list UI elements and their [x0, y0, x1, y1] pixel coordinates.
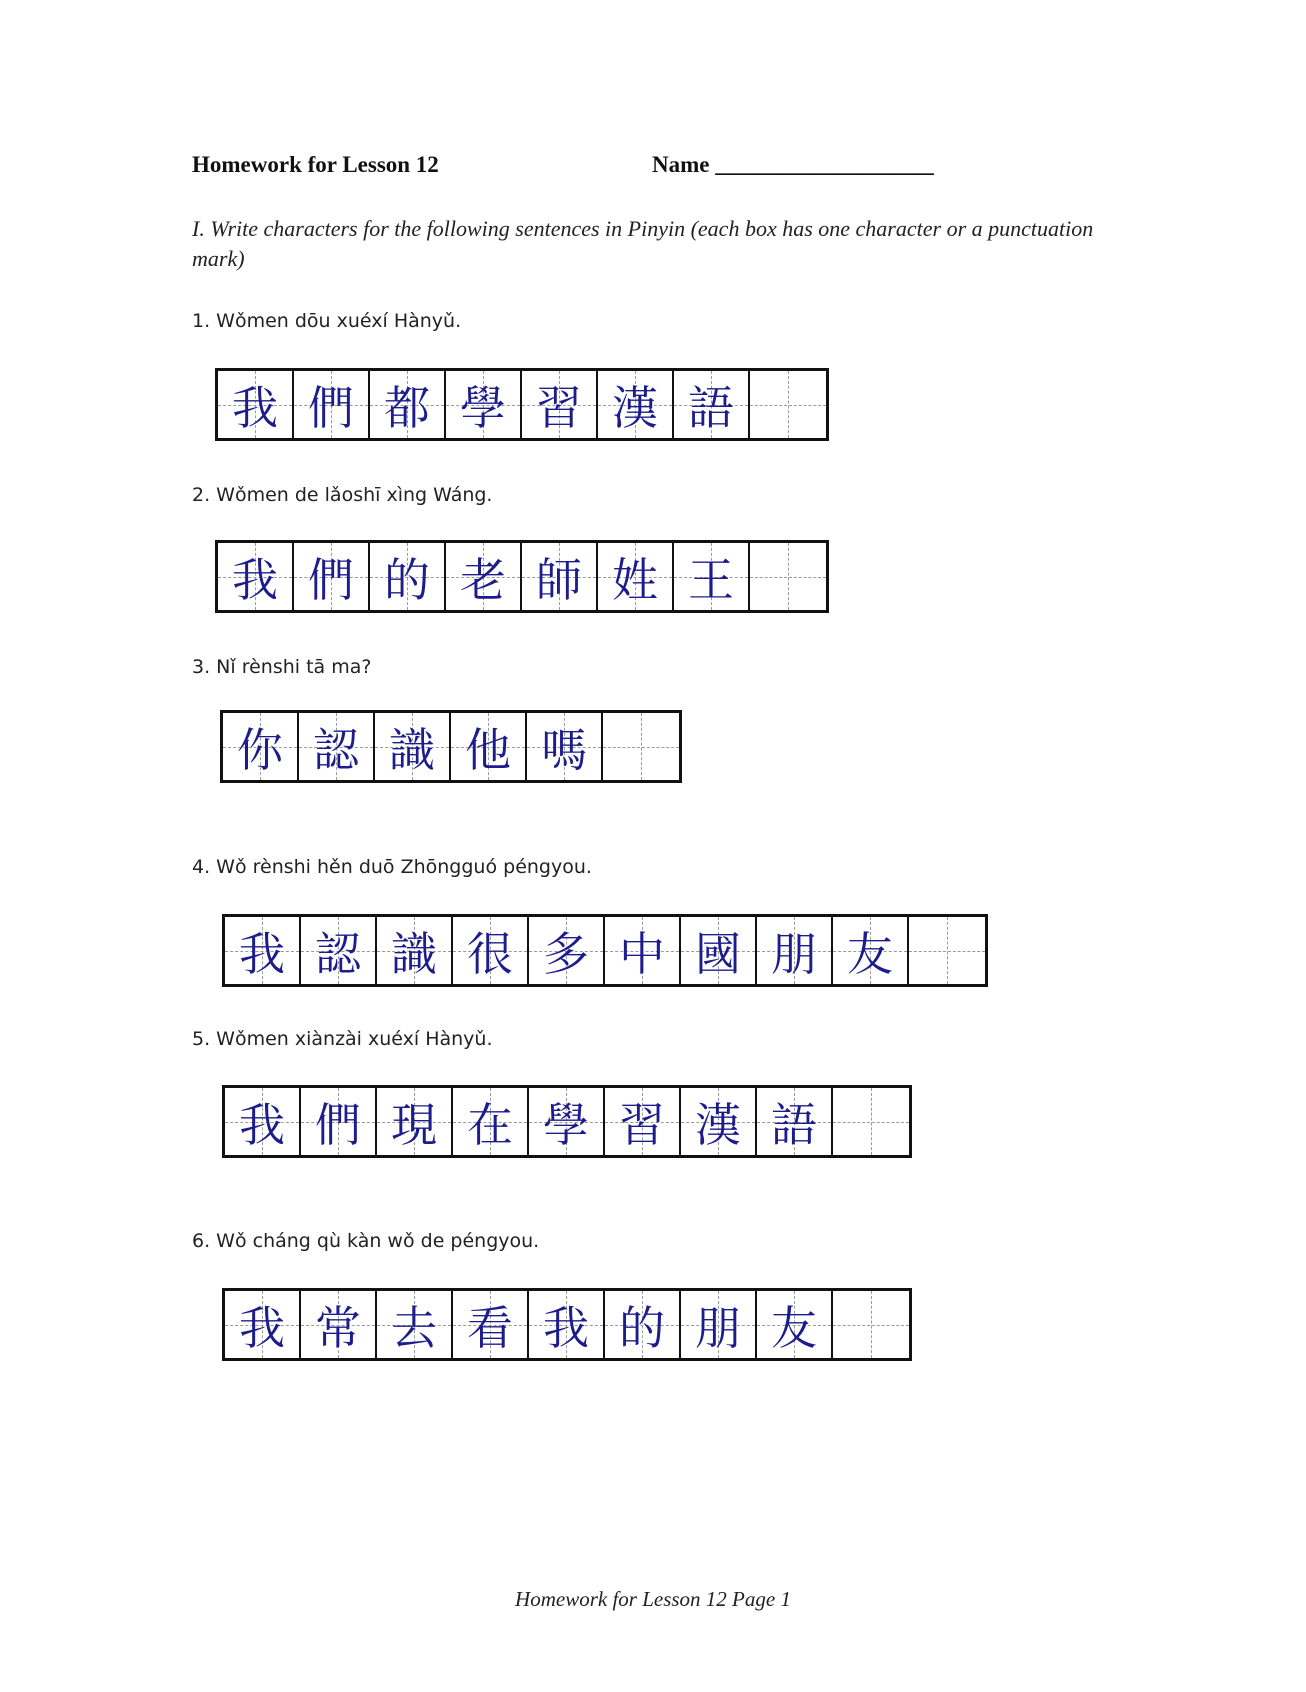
character: 學	[460, 380, 506, 435]
grid-cell[interactable]	[605, 917, 681, 984]
character: 們	[308, 380, 354, 435]
grid-cell[interactable]	[453, 917, 529, 984]
grid-cell[interactable]	[681, 1291, 757, 1358]
character: 常	[315, 1300, 361, 1355]
grid-cell[interactable]	[370, 543, 446, 610]
grid-cell[interactable]	[603, 713, 679, 780]
grid-cell[interactable]	[529, 1088, 605, 1155]
grid-cell[interactable]	[453, 1291, 529, 1358]
character: 認	[315, 926, 361, 981]
grid-cell[interactable]	[674, 543, 750, 610]
character: 中	[619, 926, 665, 981]
grid-cell[interactable]	[757, 1291, 833, 1358]
character: 的	[384, 552, 430, 607]
grid-cell[interactable]	[225, 1291, 301, 1358]
exercise-2-grid	[215, 540, 829, 613]
grid-cell[interactable]	[909, 917, 985, 984]
grid-cell[interactable]	[453, 1088, 529, 1155]
character: 多	[543, 926, 589, 981]
character: 朋	[771, 926, 817, 981]
character: 我	[239, 1097, 285, 1152]
grid-cell[interactable]	[301, 1291, 377, 1358]
character: 我	[239, 926, 285, 981]
character: 姓	[612, 552, 658, 607]
grid-cell[interactable]	[529, 1291, 605, 1358]
exercise-5-grid	[222, 1085, 912, 1158]
grid-cell[interactable]	[223, 713, 299, 780]
page-title: Homework for Lesson 12	[192, 152, 439, 177]
grid-cell[interactable]	[529, 917, 605, 984]
character: 王	[688, 552, 734, 607]
grid-cell[interactable]	[681, 1088, 757, 1155]
grid-cell[interactable]	[225, 917, 301, 984]
character: 在	[467, 1097, 513, 1152]
character: 語	[688, 380, 734, 435]
character: 去	[391, 1300, 437, 1355]
exercise-1-prompt: 1. Wǒmen dōu xuéxí Hànyǔ.	[192, 310, 462, 332]
grid-cell[interactable]	[451, 713, 527, 780]
character: 們	[308, 552, 354, 607]
grid-cell[interactable]	[294, 371, 370, 438]
grid-cell[interactable]	[674, 371, 750, 438]
character: 們	[315, 1097, 361, 1152]
character: 識	[389, 722, 435, 777]
character: 看	[467, 1300, 513, 1355]
character: 老	[460, 552, 506, 607]
grid-cell[interactable]	[299, 713, 375, 780]
grid-cell[interactable]	[750, 543, 826, 610]
grid-cell[interactable]	[598, 371, 674, 438]
grid-cell[interactable]	[218, 371, 294, 438]
character: 我	[232, 552, 278, 607]
exercise-1-grid	[215, 368, 829, 441]
exercise-4-grid	[222, 914, 988, 987]
name-field-label: Name ___________________	[652, 152, 934, 177]
grid-cell[interactable]	[377, 1291, 453, 1358]
character: 朋	[695, 1300, 741, 1355]
grid-cell[interactable]	[527, 713, 603, 780]
grid-cell[interactable]	[225, 1088, 301, 1155]
grid-cell[interactable]	[605, 1291, 681, 1358]
character: 友	[771, 1300, 817, 1355]
exercise-3-grid	[220, 710, 682, 783]
grid-cell[interactable]	[522, 543, 598, 610]
grid-cell[interactable]	[598, 543, 674, 610]
character: 漢	[612, 380, 658, 435]
character: 漢	[695, 1097, 741, 1152]
character: 友	[847, 926, 893, 981]
grid-cell[interactable]	[757, 917, 833, 984]
exercise-2-prompt: 2. Wǒmen de lǎoshī xìng Wáng.	[192, 484, 493, 506]
grid-cell[interactable]	[605, 1088, 681, 1155]
instructions: I. Write characters for the following sentences in Pinyin (each box has one character or a punctuation mark)	[192, 216, 1094, 271]
grid-cell[interactable]	[370, 371, 446, 438]
character: 國	[695, 926, 741, 981]
grid-cell[interactable]	[377, 917, 453, 984]
grid-cell[interactable]	[301, 1088, 377, 1155]
exercise-5-prompt: 5. Wǒmen xiànzài xuéxí Hànyǔ.	[192, 1028, 493, 1050]
character: 識	[391, 926, 437, 981]
character: 很	[467, 926, 513, 981]
character: 習	[536, 380, 582, 435]
grid-cell[interactable]	[375, 713, 451, 780]
character: 認	[313, 722, 359, 777]
exercise-4-prompt: 4. Wǒ rènshi hěn duō Zhōngguó péngyou.	[192, 856, 592, 878]
character: 你	[237, 722, 283, 777]
grid-cell[interactable]	[218, 543, 294, 610]
character: 現	[391, 1097, 437, 1152]
grid-cell[interactable]	[750, 371, 826, 438]
character: 的	[619, 1300, 665, 1355]
character: 我	[543, 1300, 589, 1355]
exercise-3-prompt: 3. Nǐ rènshi tā ma?	[192, 656, 372, 678]
grid-cell[interactable]	[833, 1291, 909, 1358]
character: 他	[465, 722, 511, 777]
character: 我	[239, 1300, 285, 1355]
grid-cell[interactable]	[446, 543, 522, 610]
exercise-6-grid	[222, 1288, 912, 1361]
grid-cell[interactable]	[446, 371, 522, 438]
character: 學	[543, 1097, 589, 1152]
grid-cell[interactable]	[301, 917, 377, 984]
exercise-6-prompt: 6. Wǒ cháng qù kàn wǒ de péngyou.	[192, 1230, 540, 1252]
character: 我	[232, 380, 278, 435]
character: 語	[771, 1097, 817, 1152]
character: 都	[384, 380, 430, 435]
character: 習	[619, 1097, 665, 1152]
page-footer: Homework for Lesson 12 Page 1	[515, 1587, 791, 1611]
grid-cell[interactable]	[833, 917, 909, 984]
grid-cell[interactable]	[377, 1088, 453, 1155]
grid-cell[interactable]	[522, 371, 598, 438]
grid-cell[interactable]	[833, 1088, 909, 1155]
grid-cell[interactable]	[757, 1088, 833, 1155]
character: 師	[536, 552, 582, 607]
grid-cell[interactable]	[294, 543, 370, 610]
grid-cell[interactable]	[681, 917, 757, 984]
character: 嗎	[541, 722, 587, 777]
